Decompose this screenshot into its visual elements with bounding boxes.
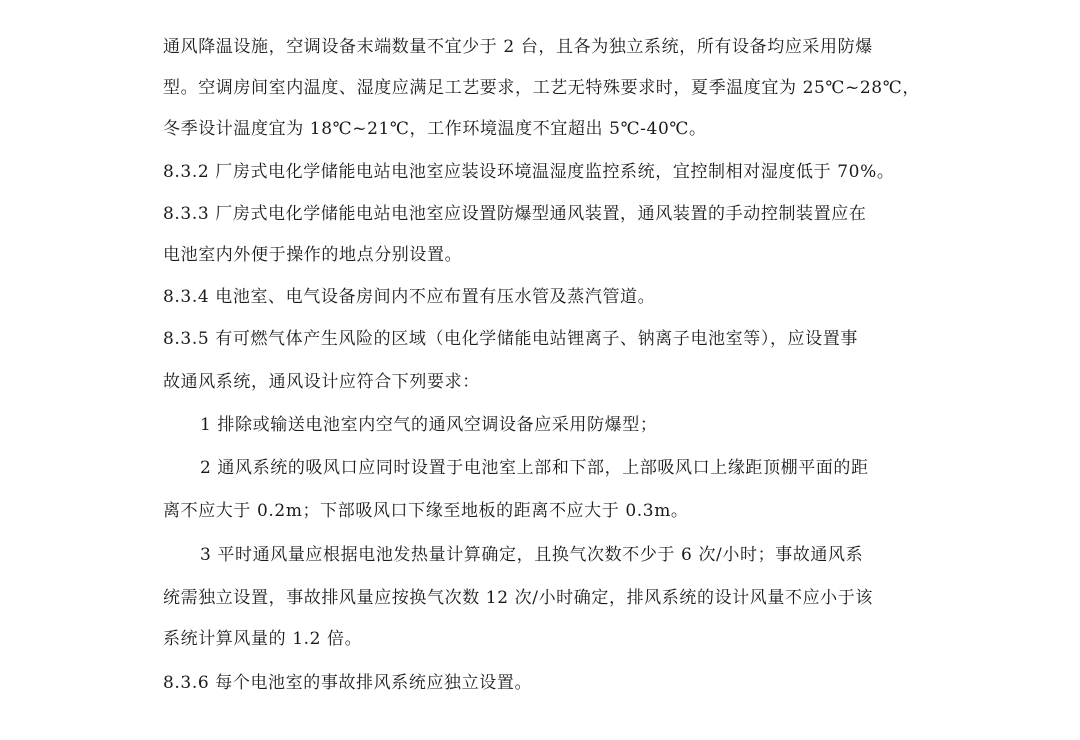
paragraph-line: 离不应大于 0.2m；下部吸风口下缘至地板的距离不应大于 0.3m。: [163, 501, 689, 521]
paragraph-line: 统需独立设置，事故排风量应按换气次数 12 次/小时确定，排风系统的设计风量不应小于该: [163, 588, 873, 608]
clause-8-3-4: 8.3.4 电池室、电气设备房间内不应布置有压水管及蒸汽管道。: [163, 287, 656, 307]
list-item-2: 2 通风系统的吸风口应同时设置于电池室上部和下部，上部吸风口上缘距顶棚平面的距: [200, 458, 869, 478]
paragraph-line: 通风降温设施，空调设备末端数量不宜少于 2 台，且各为独立系统，所有设备均应采用防爆: [163, 37, 873, 57]
paragraph-line: 系统计算风量的 1.2 倍。: [163, 629, 363, 649]
clause-8-3-6: 8.3.6 每个电池室的事故排风系统应独立设置。: [163, 673, 533, 693]
paragraph-line: 电池室内外便于操作的地点分别设置。: [163, 245, 463, 265]
paragraph-line: 冬季设计温度宜为 18℃~21℃，工作环境温度不宜超出 5℃-40℃。: [163, 119, 707, 139]
list-item-1: 1 排除或输送电池室内空气的通风空调设备应采用防爆型；: [200, 415, 658, 435]
clause-8-3-5: 8.3.5 有可燃气体产生风险的区域（电化学储能电站锂离子、钠离子电池室等），应设置事: [163, 329, 858, 349]
clause-8-3-3: 8.3.3 厂房式电化学储能电站电池室应设置防爆型通风装置，通风装置的手动控制装置应在: [163, 204, 867, 224]
paragraph-line: 型。空调房间室内温度、湿度应满足工艺要求，工艺无特殊要求时，夏季温度宜为 25℃~28℃，: [163, 78, 920, 98]
paragraph-line: 故通风系统，通风设计应符合下列要求：: [163, 372, 480, 392]
list-item-3: 3 平时通风量应根据电池发热量计算确定，且换气次数不少于 6 次/小时；事故通风系: [200, 545, 864, 565]
clause-8-3-2: 8.3.2 厂房式电化学储能电站电池室应装设环境温湿度监控系统，宜控制相对湿度低于 70%。: [163, 162, 895, 182]
